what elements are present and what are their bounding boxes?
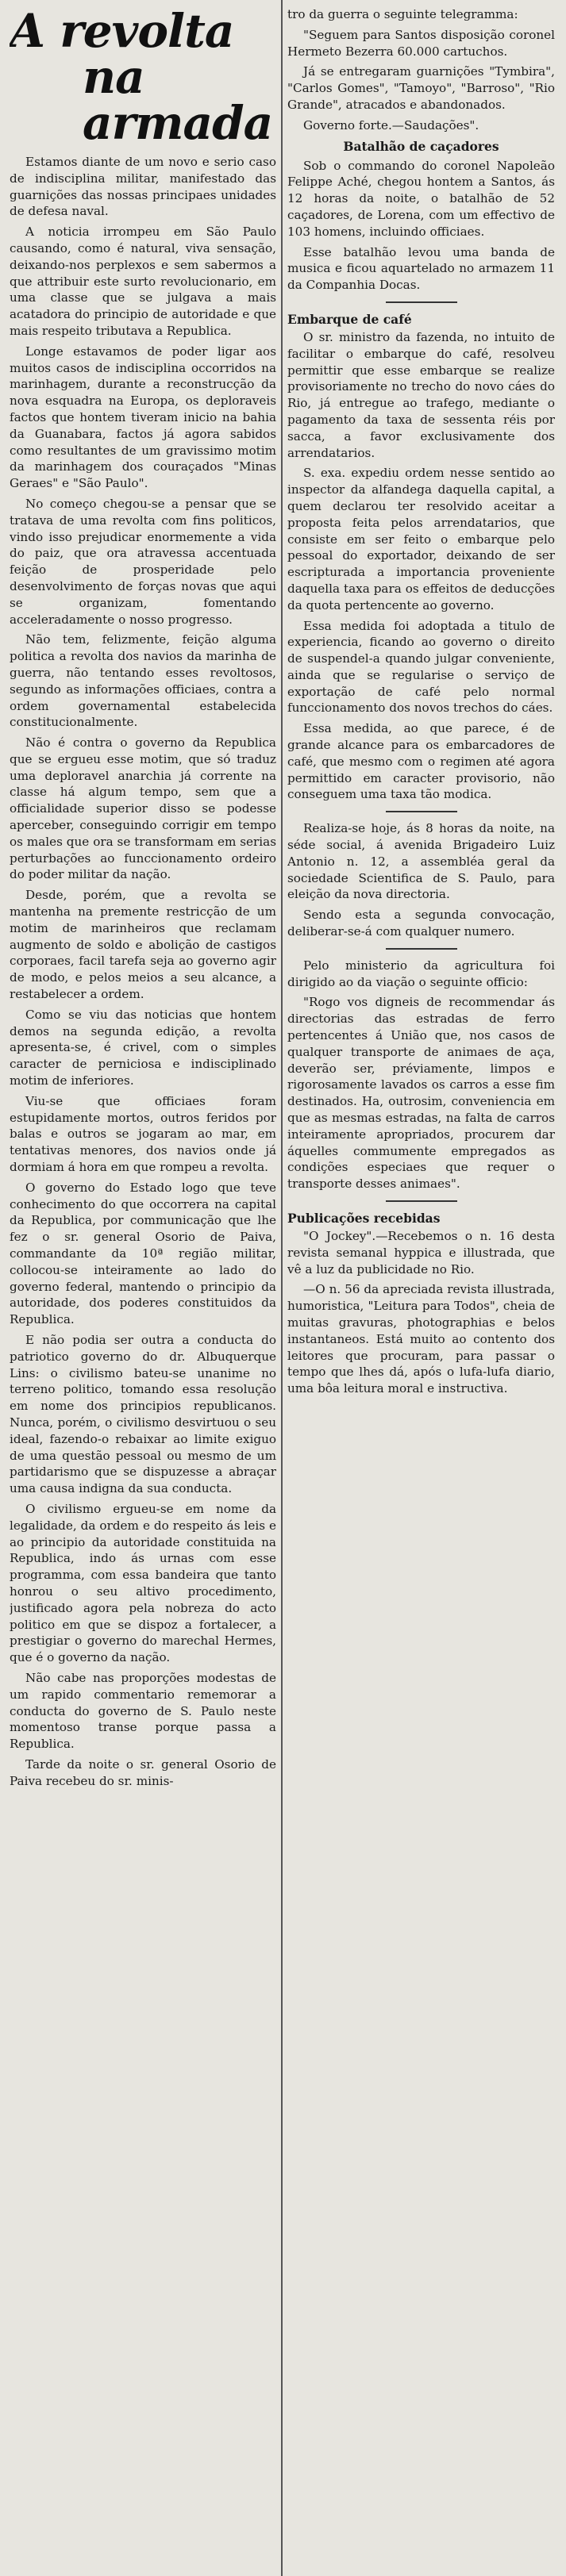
article-paragraph: No começo chegou-se a pensar que se tratava de uma revolta com fins politicos, vindo isso prejudicar enormemente a vida do paiz, que ora atravessa accentuada feição de prosperidade pelo desenvolvimento de forças novas que aqui se organizam, fomentando acceleradamente o nosso progresso. — [10, 496, 276, 627]
article-paragraph: "Rogo vos digneis de recommendar ás directorias das estradas de ferro pertencentes á União que, nos casos de qualquer transporte de animaes de aça, deverão ser, préviamente, limpos e rigorosamente lavados os carros a esse fim destinados. Ha, outrosim, conveniencia em que as mesmas estradas, na falta de carros inteiramente apropriados, procurem dar áquelles commumente empregados as condições especiaes que requer o transporte desses animaes". — [287, 995, 555, 1192]
telegram-text: Já se entregaram guarnições "Tymbira", "Carlos Gomes", "Tamoyo", "Barroso", "Rio Grande", atracados e abandonados. — [287, 64, 555, 112]
section-divider — [386, 948, 457, 950]
article-paragraph: Realiza-se hoje, ás 8 horas da noite, na séde social, á avenida Brigadeiro Luiz Antonio n. 12, a assembléa geral da sociedade Scientifica de S. Paulo, para eleição da nova directoria. — [287, 821, 555, 902]
article-paragraph: Esse batalhão levou uma banda de musica e ficou aquartelado no armazem 11 da Companhia Docas. — [287, 244, 555, 293]
article-paragraph: Essa medida foi adoptada a titulo de experiencia, ficando ao governo o direito de suspendel-a quando julgar conveniente, ainda que se regularise o serviço de exportação de café pelo normal funccionamento dos novos trechos do cáes. — [287, 618, 555, 716]
article-paragraph: Não tem, felizmente, feição alguma politica a revolta dos navios da marinha de guerra, não tentando esses revoltosos, segundo as informações officiaes, contra a ordem governamental estabelecida constitucionalmente. — [10, 632, 276, 730]
section-divider — [386, 301, 457, 303]
left-column — [10, 8, 276, 2566]
article-paragraph: O governo do Estado logo que teve conhecimento do que occorrera na capital da Republica, por communicação que lhe fez o sr. general Osorio de Paiva, commandante da 10ª região militar, collocou-se inteiramente ao lado do governo federal, mantendo o principio da autoridade, dos poderes constituidos da Republica. — [10, 1180, 276, 1327]
article-paragraph: Estamos diante de um novo e serio caso de indisciplina militar, manifestado das guarnições das nossas principaes unidades de defesa naval. — [10, 155, 276, 219]
section-divider — [386, 1200, 457, 1202]
article-paragraph: Tarde da noite o sr. general Osorio de Paiva recebeu do sr. minis- — [10, 1756, 276, 1788]
section-subhead: Batalhão de caçadores — [343, 138, 499, 154]
article-paragraph: E não podia ser outra a conducta do patriotico governo do dr. Albuquerque Lins: o civilismo bateu-se unanime no terreno politico, tomando essa resolução em nome dos principios republicanos. Nunca, porém, o civilismo desvirtuou o seu ideal, fazendo-o rebaixar ao limite exiguo de uma questão pessoal ou mesmo de um partidarismo que se dispuzesse a abraçar uma causa indigna da sua conducta. — [10, 1332, 276, 1496]
telegram-text: "Seguem para Santos disposição coronel Hermeto Bezerra 60.000 cartuchos. — [287, 27, 555, 59]
article-paragraph: Essa medida, ao que parece, é de grande alcance para os embarcadores de café, que mesmo com o regimen até agora permittido em caracter provisorio, não conseguem uma taxa tão modica. — [287, 721, 555, 802]
right-column — [287, 6, 555, 1530]
column-divider — [281, 0, 283, 2576]
article-paragraph: Pelo ministerio da agricultura foi dirigido ao da viação o seguinte officio: — [287, 958, 555, 989]
article-paragraph: Não é contra o governo da Republica que se ergueu esse motim, que só traduz uma deploravel anarchia já corrente na classe há algum tempo, sem que a officialidade superior disso se podesse aperceber, conseguindo corrigir em tempo os males que ora se transformam em serias perturbações ao funccionamento ordeiro do poder militar da nação. — [10, 735, 276, 882]
article-paragraph: A noticia irrompeu em São Paulo causando, como é natural, viva sensação, deixando-nos perplexos e sem sabermos a que attribuir este surto revolucionario, em uma classe que se julgava a mais acatadora do principio de autoridade e que mais respeito tributava a Republica. — [10, 225, 276, 338]
section-title: Publicações recebidas — [287, 1211, 441, 1226]
headline-line-1: A revolta — [10, 8, 234, 58]
article-paragraph: Viu-se que officiaes foram estupidamente mortos, outros feridos por balas e outros se jogaram ao mar, em tentativas menores, dos navios onde já dormiam á hora em que rompeu a revolta. — [10, 1093, 276, 1175]
section-title: Embarque de café — [287, 311, 412, 327]
telegram-intro: tro da guerra o seguinte telegramma: — [287, 7, 518, 21]
article-paragraph: Desde, porém, que a revolta se mantenha na premente restricção de um motim de marinheiros que reclamam augmento de soldo e abolição de castigos corporaes, facil tarefa seja ao governo agir de modo, e pelos meios a seu alcance, a restabelecer a ordem. — [10, 888, 276, 1002]
article-paragraph: Como se viu das noticias que hontem demos na segunda edição, a revolta apresenta-se, é crivel, com o simples caracter de perniciosa e indisciplinado motim de inferiores. — [10, 1007, 276, 1088]
article-paragraph: O civilismo ergueu-se em nome da legalidade, da ordem e do respeito ás leis e ao principio da autoridade constituida na Republica, indo ás urnas com esse programma, com essa bandeira que tanto honrou o seu altivo procedimento, justificado agora pela nobreza do acto politico em que se dispoz a fortalecer, a prestigiar o governo do marechal Hermes, que é o governo da nação. — [10, 1501, 276, 1665]
article-paragraph: O sr. ministro da fazenda, no intuito de facilitar o embarque do café, resolveu permittir que esse embarque se realize provisoriamente no trecho do novo cáes do Rio, já entregue ao trafego, mediante o pagamento da taxa de sessenta réis por sacca, a favor exclusivamente dos arrendatarios. — [287, 329, 555, 460]
article-paragraph: Sendo esta a segunda convocação, deliberar-se-á com qualquer numero. — [287, 908, 555, 939]
headline-line-2: na armada — [83, 50, 273, 150]
article-paragraph: "O Jockey".—Recebemos o n. 16 desta revista semanal hyppica e illustrada, que vê a luz da publicidade no Rio. — [287, 1229, 555, 1276]
article-headline — [10, 8, 276, 150]
article-paragraph: S. exa. expediu ordem nesse sentido ao inspector da alfandega daquella capital, a quem declarou ter resolvido aceitar a proposta feita pelos arrendatarios, que consiste em ser feito o embarque pelo pessoal do exportador, deixando de ser escripturada a importancia proveniente daquella taxa para os effeitos de deducções da quota pertencente ao governo. — [287, 466, 555, 612]
article-paragraph: —O n. 56 da apreciada revista illustrada, humoristica, "Leitura para Todos", cheia de muitas gravuras, photographias e belos instantaneos. Está muito ao contento dos leitores que procuram, para passar o tempo que lhes dá, após o lufa-lufa diario, uma bôa leitura moral e instructiva. — [287, 1282, 555, 1396]
article-paragraph: Longe estavamos de poder ligar aos muitos casos de indisciplina occorridos na marinhagem, durante a reconstrucção da nova esquadra na Europa, os deploraveis factos que hontem tiveram inicio na bahia da Guanabara, factos já agora sabidos como resultantes de um gravissimo motim da marinhagem dos couraçados "Minas Geraes" e "São Paulo". — [10, 344, 276, 491]
telegram-text: Governo forte.—Saudações". — [303, 117, 479, 132]
article-paragraph: Não cabe nas proporções modestas de um rapido commentario rememorar a conducta do governo de S. Paulo neste momentoso transe porque passa a Republica. — [10, 1670, 276, 1752]
section-divider — [386, 811, 457, 812]
article-paragraph: Sob o commando do coronel Napoleão Felippe Aché, chegou hontem a Santos, ás 12 horas da noite, o batalhão de 52 caçadores, de Lorena, com um effectivo de 103 homens, incluindo officiaes. — [287, 158, 555, 239]
